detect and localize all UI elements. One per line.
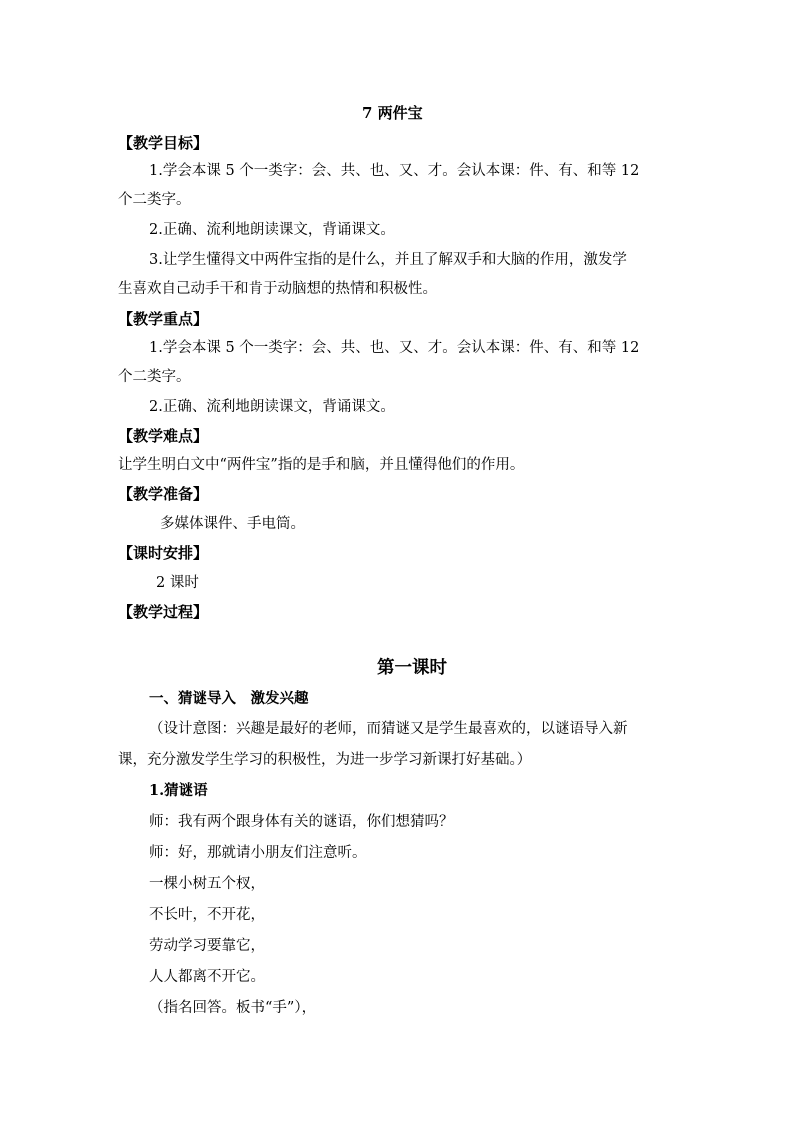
goals-item1-line1: 1.学会本课 5 个一类字：会、共、也、又、才。会认本课：件、有、和等 12	[149, 163, 640, 179]
design-intent-line1: （设计意图：兴趣是最好的老师，而猜谜又是学生最喜欢的，以谜语导入新	[149, 721, 628, 737]
design-intent-line2: 课，充分激发学生学习的积极性，为进一步学习新课打好基础。）	[118, 752, 532, 768]
answer-note: （指名回答。板书“手”），	[149, 1000, 317, 1016]
preparation-text: 多媒体课件、手电筒。	[160, 516, 305, 532]
goals-heading: 【教学目标】	[118, 134, 209, 152]
goals-item2: 2.正确、流利地朗读课文，背诵课文。	[149, 222, 395, 238]
goals-item3-line2: 生喜欢自己动手干和肯于动脑想的热情和积极性。	[118, 281, 437, 297]
step1-heading: 1.猜谜语	[149, 782, 208, 799]
riddle-line3: 劳动学习要靠它，	[149, 938, 265, 954]
schedule-heading: 【课时安排】	[118, 544, 209, 562]
preparation-heading: 【教学准备】	[118, 485, 209, 503]
key-points-item1-line2: 个二类字。	[118, 369, 191, 385]
key-points-heading: 【教学重点】	[118, 310, 209, 328]
schedule-text: 2 课时	[156, 575, 199, 591]
key-points-item2: 2.正确、流利地朗读课文，背诵课文。	[149, 399, 395, 415]
teacher-line1: 师：我有两个跟身体有关的谜语，你们想猜吗？	[149, 814, 454, 830]
riddle-line4: 人人都离不开它。	[149, 969, 265, 985]
document-title: 7 两件宝	[362, 104, 423, 122]
teacher-line2: 师：好，那就请小朋友们注意听。	[149, 845, 367, 861]
difficulties-text: 让学生明白文中“两件宝”指的是手和脑，并且懂得他们的作用。	[118, 457, 525, 473]
goals-item3-line1: 3.让学生懂得文中两件宝指的是什么，并且了解双手和大脑的作用，激发学	[149, 252, 627, 268]
lesson1-title: 第一课时	[377, 658, 447, 678]
riddle-line2: 不长叶，不开花，	[149, 907, 265, 923]
section1-heading: 一、猜谜导入 激发兴趣	[149, 690, 309, 707]
difficulties-heading: 【教学难点】	[118, 427, 209, 445]
riddle-line1: 一棵小树五个杈，	[149, 876, 265, 892]
key-points-item1-line1: 1.学会本课 5 个一类字：会、共、也、又、才。会认本课：件、有、和等 12	[149, 340, 640, 356]
goals-item1-line2: 个二类字。	[118, 192, 191, 208]
process-heading: 【教学过程】	[118, 603, 209, 621]
